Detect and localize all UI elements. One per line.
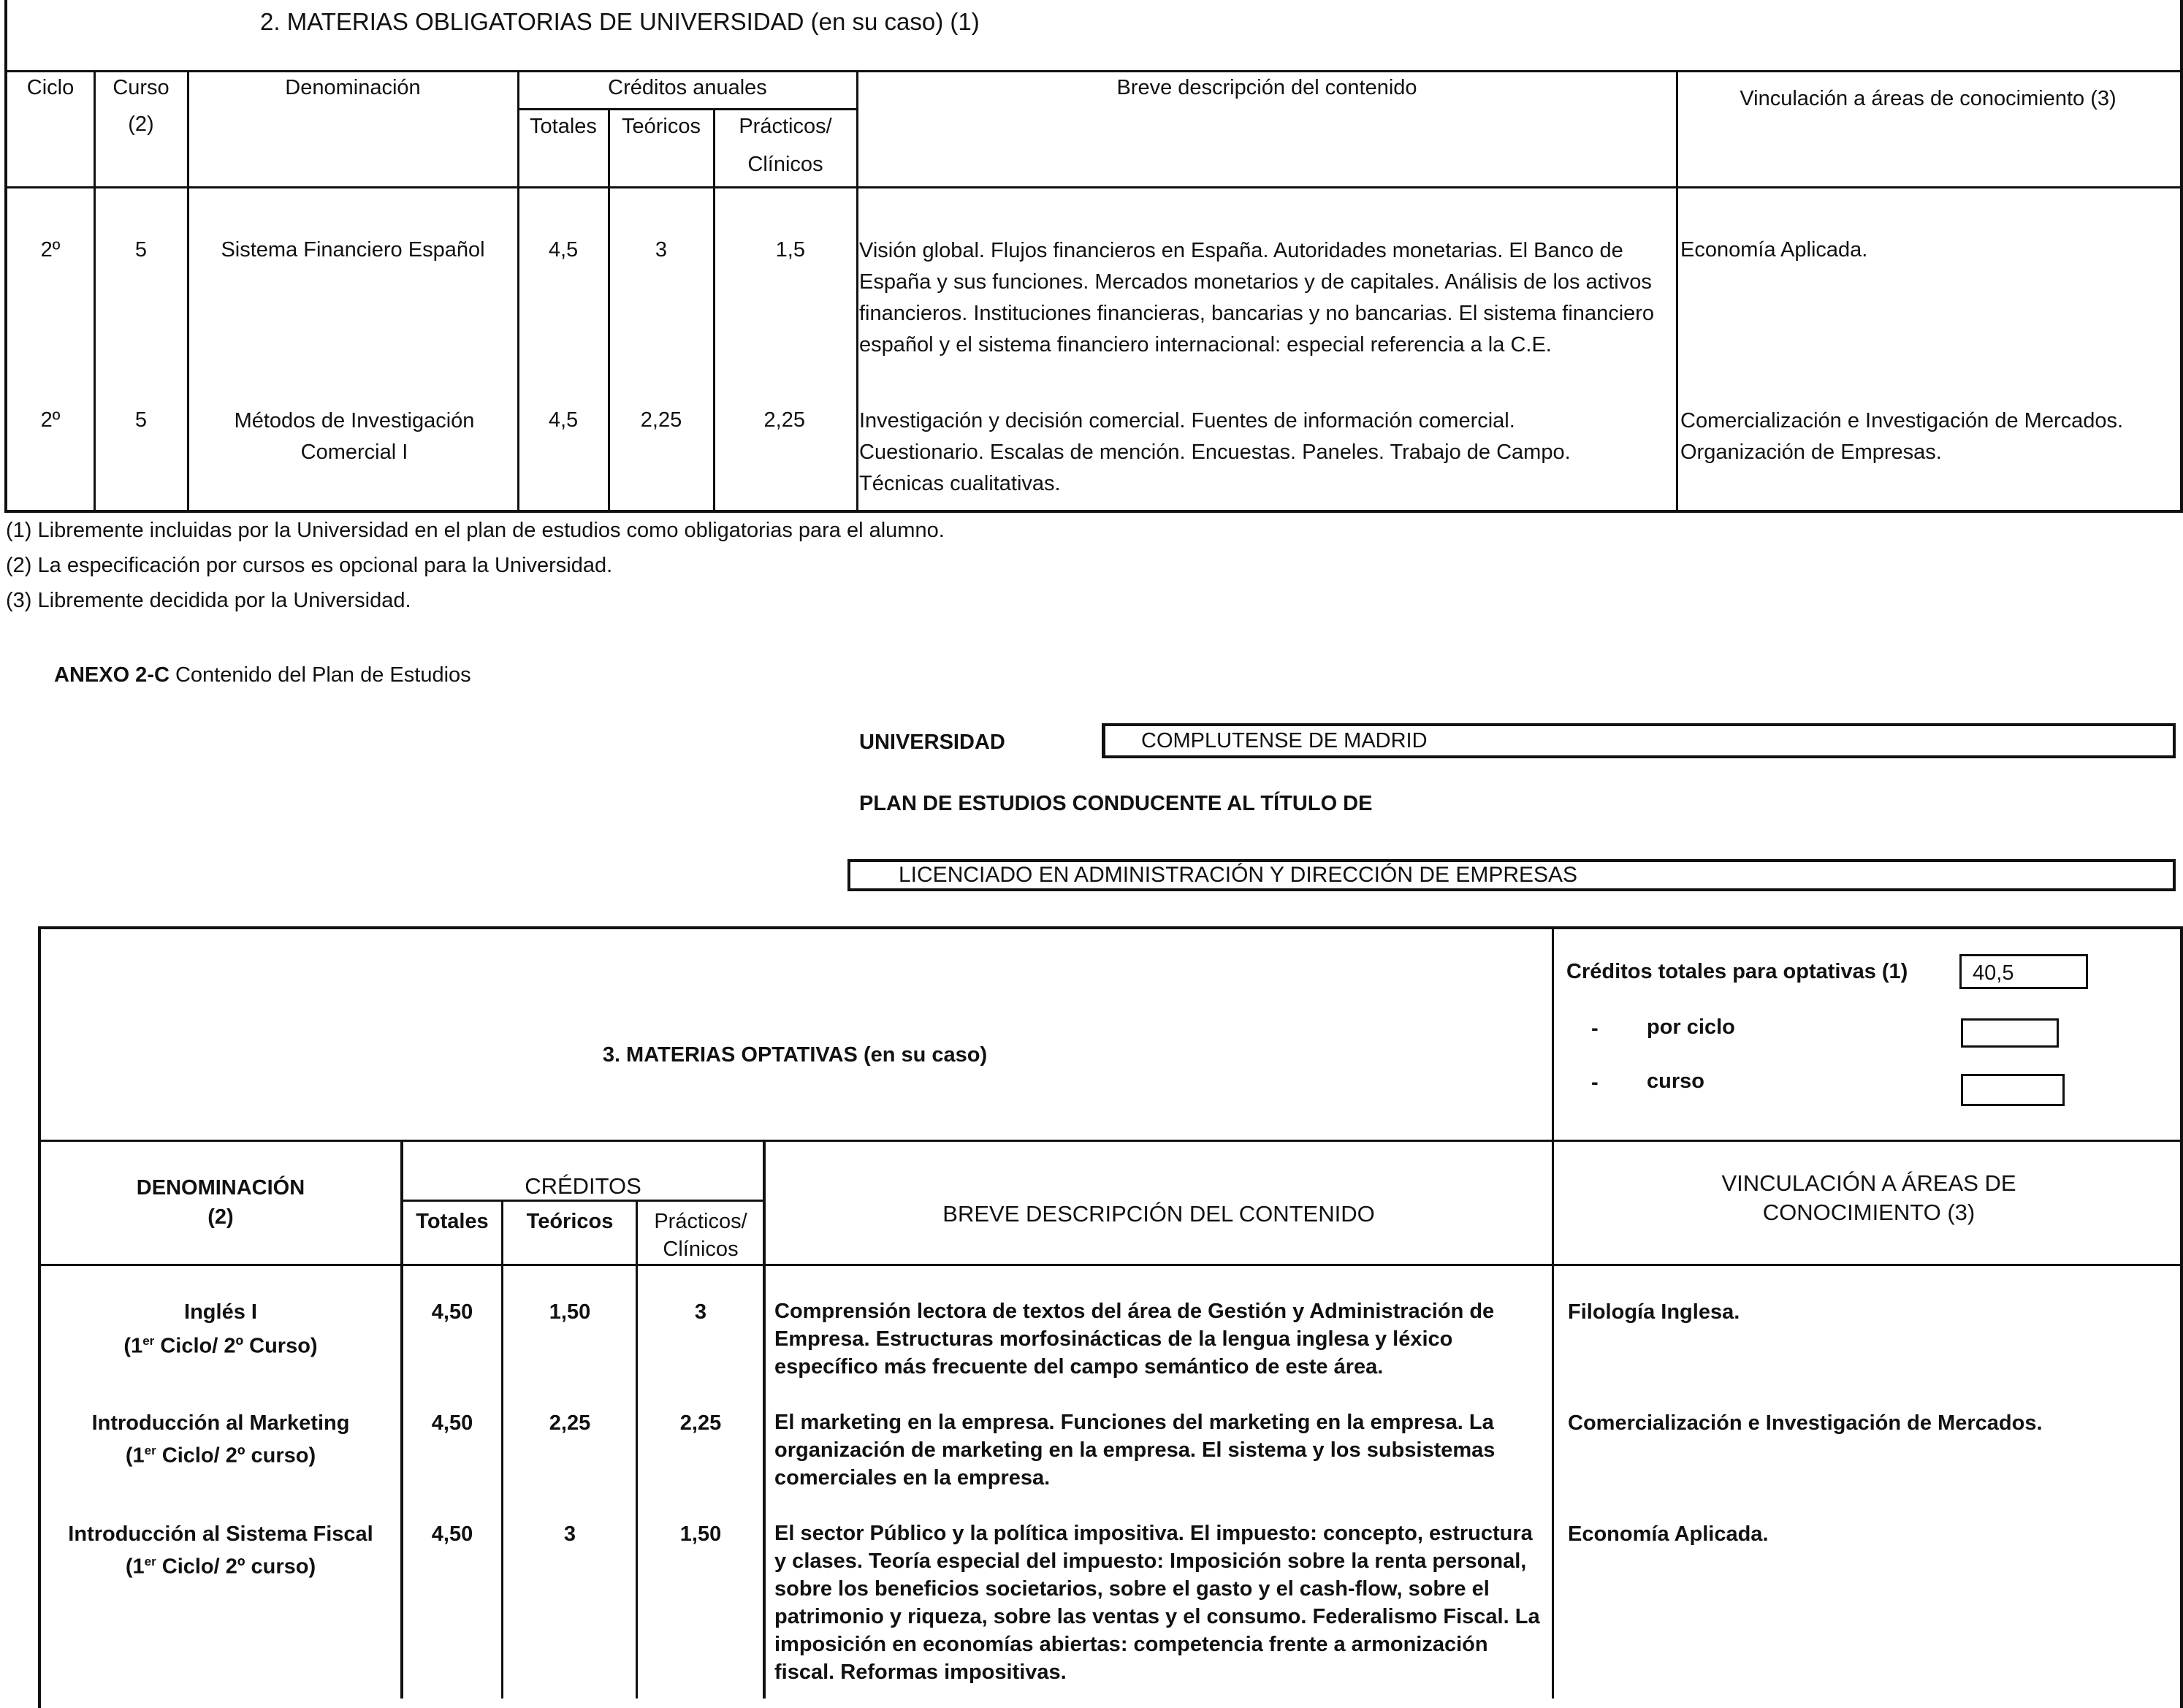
row-totales: 4,5 [548,238,579,262]
ciclo-rest: Ciclo/ 2º curso) [156,1555,316,1579]
creditos-totales-label: Créditos totales para optativas (1) [1566,960,1908,983]
row-nombre: Inglés I [184,1300,257,1324]
row-descripcion: El marketing en la empresa. Funciones del marketing en la empresa. La organización de marketing en la empresa. El sistema y los subsistemas comerciales en la empresa. [774,1411,1496,1490]
row-teoricos: 2,25 [549,1411,591,1435]
row-totales: 4,50 [431,1522,473,1546]
anexo-title [54,660,471,690]
ciclo-num: (1 [125,1555,145,1579]
row-ciclo [41,1436,400,1471]
header-totales: Totales [530,115,597,138]
row-teoricos: 2,25 [640,408,682,432]
por-ciclo-box [1961,1018,2059,1048]
row-totales: 4,50 [431,1300,473,1324]
anexo-text: Contenido del Plan de Estudios [175,663,471,687]
row-practicos: 1,5 [775,238,805,262]
s3-header-clinicos: Clínicos [663,1238,739,1261]
row-practicos: 2,25 [763,408,805,432]
header-descripcion: Breve descripción del contenido [1116,76,1417,99]
header-teoricos: Teóricos [622,115,701,138]
row-nombre: Introducción al Sistema Fiscal [68,1522,373,1546]
row-vinculacion: Economía Aplicada. [1568,1522,1769,1546]
s3-header-vinculacion-2: CONOCIMIENTO (3) [1762,1200,1976,1225]
section3-title: 3. MATERIAS OPTATIVAS (en su caso) [602,1043,988,1067]
row-descripcion: Investigación y decisión comercial. Fuentes de información comercial. Cuestionario. Escalas de mención. Encuestas. Paneles. Trabajo de Campo. Técnicas cualitativas. [859,409,1571,495]
plan-label: PLAN DE ESTUDIOS CONDUCENTE AL TÍTULO DE [859,792,1373,815]
ciclo-sup: er [142,1334,155,1348]
row-vinculacion: Comercialización e Investigación de Mercados. Organización de Empresas. [1680,409,2124,464]
row-vinculacion: Filología Inglesa. [1568,1300,1740,1324]
row-nombre: Introducción al Marketing [91,1411,350,1435]
row-denominacion: Sistema Financiero Español [221,238,485,262]
curso-box [1961,1074,2065,1106]
row-vinculacion: Comercialización e Investigación de Mercados. [1568,1411,2043,1435]
row-ciclo: 2º [40,408,61,432]
header-clinicos: Clínicos [747,153,823,176]
footnote: (3) Libremente decidida por la Universidad. [6,589,411,612]
row-practicos: 1,50 [679,1522,722,1546]
header-denominacion: Denominación [285,76,421,99]
ciclo-rest: Ciclo/ 2º Curso) [154,1334,318,1358]
row-totales: 4,5 [548,408,579,432]
row-teoricos: 3 [655,238,668,262]
por-ciclo-label: por ciclo [1647,1015,1735,1039]
s3-header-teoricos: Teóricos [526,1210,614,1233]
s3-header-denominacion-note: (2) [207,1205,234,1229]
titulo-value: LICENCIADO EN ADMINISTRACIÓN Y DIRECCIÓN DE EMPRESAS [899,863,1578,887]
row-ciclo [41,1547,400,1582]
ciclo-sup: er [144,1555,156,1568]
s3-header-descripcion: BREVE DESCRIPCIÓN DEL CONTENIDO [942,1201,1375,1227]
s3-header-creditos: CRÉDITOS [525,1173,641,1199]
universidad-label: UNIVERSIDAD [859,731,1005,754]
ciclo-sup: er [144,1444,156,1457]
creditos-totales-value: 40,5 [1973,961,2014,985]
universidad-value: COMPLUTENSE DE MADRID [1141,729,1428,752]
row-ciclo [41,1327,400,1361]
anexo-label: ANEXO 2-C [54,663,169,687]
header-practicos: Prácticos/ [739,115,832,138]
ciclo-num: (1 [125,1444,145,1468]
header-creditos: Créditos anuales [608,76,767,99]
ciclo-rest: Ciclo/ 2º curso) [156,1444,316,1468]
footnote: (1) Libremente incluidas por la Universidad en el plan de estudios como obligatorias para el alumno. [6,519,945,542]
row-descripcion: El sector Público y la política impositiva. El impuesto: concepto, estructura y clases. Teoría especial del impuesto: Imposición sobre la renta personal, sobre los beneficios societarios, sobre el gasto y el cash-flow, sobre el patrimonio y riqueza, sobre las ventas y el consumo. Federalismo Fiscal. La imposición en economías abiertas: competencia frente a armonización fiscal. Reformas impositivas. [774,1522,1540,1684]
s3-header-totales: Totales [416,1210,489,1233]
row-ciclo: 2º [40,238,61,262]
ciclo-num: (1 [123,1334,143,1358]
curso-label: curso [1647,1070,1704,1093]
row-denominacion: Métodos de Investigación Comercial I [234,409,475,464]
s3-header-practicos: Prácticos/ [654,1210,747,1233]
row-teoricos: 3 [563,1522,576,1546]
row-practicos: 3 [694,1300,707,1324]
row-teoricos: 1,50 [549,1300,591,1324]
header-curso-note: (2) [128,113,154,136]
row-vinculacion: Economía Aplicada. [1680,238,1868,262]
dash: - [1591,1071,1599,1094]
row-curso: 5 [134,408,148,432]
s3-header-vinculacion-1: VINCULACIÓN A ÁREAS DE [1721,1170,2016,1196]
row-totales: 4,50 [431,1411,473,1435]
dash: - [1591,1017,1599,1040]
header-curso: Curso [113,76,169,99]
s3-header-denominacion: DENOMINACIÓN [136,1176,305,1200]
header-vinculacion: Vinculación a áreas de conocimiento (3) [1740,87,2117,110]
row-curso: 5 [134,238,148,262]
row-practicos: 2,25 [679,1411,722,1435]
row-descripcion: Comprensión lectora de textos del área de Gestión y Administración de Empresa. Estructuras morfosinácticas de la lengua inglesa y léxico específico más frecuente del campo semántico de este área. [774,1300,1495,1379]
row-descripcion: Visión global. Flujos financieros en España. Autoridades monetarias. El Banco de España y sus funciones. Mercados monetarios y de capitales. Análisis de los activos financieros. Instituciones financieras, bancarias y no bancarias. El sistema financiero español y el sistema financiero internacional: especial referencia a la C.E. [859,239,1655,357]
footnote: (2) La especificación por cursos es opcional para la Universidad. [6,554,613,577]
header-ciclo: Ciclo [26,76,75,99]
section2-title: 2. MATERIAS OBLIGATORIAS DE UNIVERSIDAD (en su caso) (1) [260,8,980,35]
